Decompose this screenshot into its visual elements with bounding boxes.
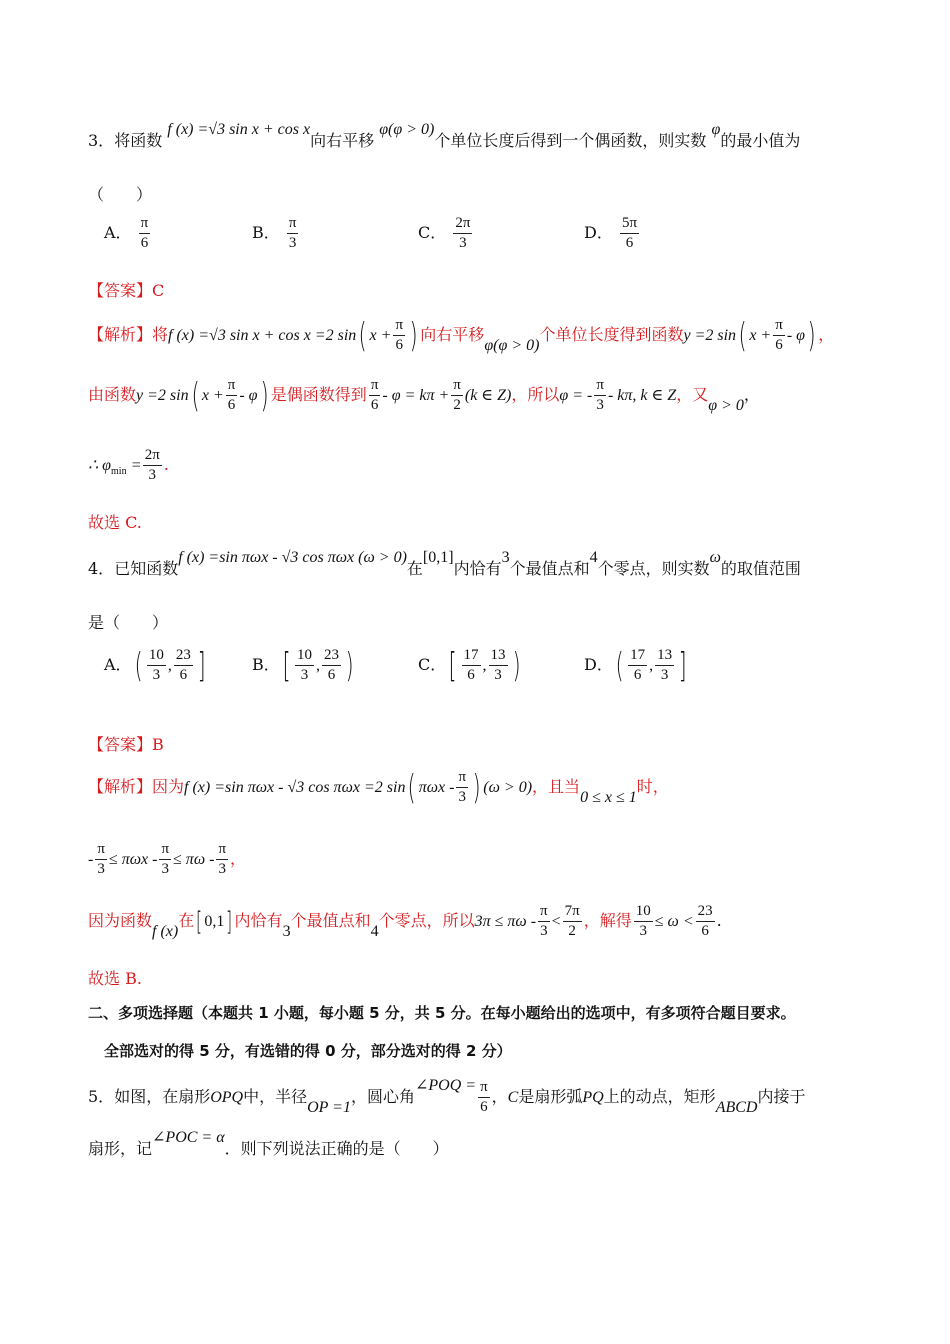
section-heading: 二、多项选择题（本题共 1 小题，每小题 5 分，共 5 分。在每小题给出的选项中，有多项符合题目要求。 xyxy=(88,1004,796,1022)
q4-analysis-line-2: - $\frac{\pi}{3}$ ≤ πωx - $\frac{\pi}{3}$ ≤ πω - $\frac{\pi}{3}$ ， xyxy=(88,841,247,877)
fraction: $\frac{\pi}{3}$ xyxy=(540,903,548,939)
fraction: $\frac{\pi}{6}$ xyxy=(140,215,149,251)
math-expression: f (x) =√3 sin x + cos x xyxy=(167,121,311,138)
math-expression: f (x) =sin πωx - √3 cos πωx (ω > 0) xyxy=(178,549,407,566)
fraction: $\frac{5\pi}{6}$ xyxy=(621,215,638,251)
q3-analysis-line-3: ∴ $\varphi_{min}$ = $\frac{2\pi}{3}$ . xyxy=(88,447,169,483)
q3-option-d[interactable]: D． $\frac{5\pi}{6}$ xyxy=(584,215,638,251)
q3-stem: 3．将函数 f (x) =√3 sin x + cos x向右平移 φ(φ > 0)个单位长度后得到一个偶函数，则实数 φ的最小值为 xyxy=(88,121,801,150)
q4-paren-line: 是（ ） xyxy=(88,613,169,632)
question-number: 5． xyxy=(88,1087,115,1106)
q3-paren: （ ） xyxy=(88,185,153,204)
q3-answer: 【答案】C xyxy=(88,281,165,300)
fraction: $\frac{\pi}{6}$ xyxy=(775,317,783,353)
q4-option-d[interactable]: D．( $\frac{17}{6}$ , $\frac{13}{3}$ ] xyxy=(584,645,687,686)
q4-answer: 【答案】B xyxy=(88,735,164,754)
q5-stem-line-1: 5．如图，在扇形OPQ中，半径OP =1，圆心角∠POQ = $\frac{\pi}{6}$ ，C是扇形弧PQ上的动点，矩形ABCD内接于 xyxy=(88,1077,806,1116)
fraction: $\frac{\pi}{3}$ xyxy=(97,841,105,877)
section-subheading: 全部选对的得 5 分，有选错的得 0 分，部分选对的得 2 分） xyxy=(104,1042,512,1060)
fraction: $\frac{10}{3}$ xyxy=(297,647,313,683)
fraction: $\frac{2\pi}{3}$ xyxy=(144,447,160,483)
q4-analysis-line-3: 因为函数f (x)在[ 0,1] 内恰有3个最值点和4个零点，所以3π ≤ πω - $\frac{\pi}{3}$ < $\frac{7\pi}{2}$ ，解得 $\frac{10}{3}$ ≤ ω < $\frac{23}{6}$ . xyxy=(88,903,722,940)
math-expression: φ(φ > 0) xyxy=(379,121,435,138)
fraction: $\frac{\pi}{3}$ xyxy=(458,769,467,805)
fraction: $\frac{\pi}{2}$ xyxy=(453,377,461,413)
q4-conclusion: 故选 B. xyxy=(88,969,142,988)
fraction: $\frac{17}{6}$ xyxy=(463,647,479,683)
fraction: $\frac{23}{6}$ xyxy=(697,903,713,939)
q3-conclusion: 故选 C. xyxy=(88,513,142,532)
fraction: $\frac{2\pi}{3}$ xyxy=(455,215,471,251)
fraction: $\frac{10}{3}$ xyxy=(148,647,164,683)
fraction: $\frac{13}{3}$ xyxy=(490,647,506,683)
q4-option-c[interactable]: C．[ $\frac{17}{6}$ , $\frac{13}{3}$ ) xyxy=(418,645,521,686)
question-number: 3． xyxy=(88,131,115,150)
fraction: $\frac{10}{3}$ xyxy=(635,903,651,939)
q3-analysis-line-1: 【解析】将f (x) =√3 sin x + cos x =2 sin( x + $\frac{\pi}{6}$ ) 向右平移φ(φ > 0)个单位长度得到函数y =2 sin( x + $\frac{\pi}{6}$ - φ) ， xyxy=(88,315,835,356)
fraction: $\frac{13}{3}$ xyxy=(657,647,673,683)
q3-analysis-line-2: 由函数y =2 sin( x + $\frac{\pi}{6}$ - φ) 是偶函数得到 $\frac{\pi}{6}$ - φ = kπ + $\frac{\pi}{2}$ (k ∈ Z)，所以φ = - $\frac{\pi}{3}$ - kπ, k ∈ Z，又φ > 0， xyxy=(88,375,760,416)
fraction: $\frac{\pi}{3}$ xyxy=(161,841,170,877)
q3-option-c[interactable]: C． $\frac{2\pi}{3}$ xyxy=(418,215,471,251)
fraction: $\frac{23}{6}$ xyxy=(324,647,340,683)
q4-option-a[interactable]: A．( $\frac{10}{3}$ , $\frac{23}{6}$ ] xyxy=(104,645,206,686)
q4-analysis-line-1: 【解析】因为f (x) =sin πωx - √3 cos πωx =2 sin( πωx - $\frac{\pi}{3}$ ) (ω > 0)，且当0 ≤ x ≤ 1时， xyxy=(88,767,669,808)
fraction: $\frac{\pi}{6}$ xyxy=(395,317,404,353)
fraction: $\frac{\pi}{3}$ xyxy=(218,841,227,877)
fraction: $\frac{\pi}{3}$ xyxy=(596,377,604,413)
q3-option-b[interactable]: B． $\frac{\pi}{3}$ xyxy=(252,215,297,251)
fraction: $\frac{7\pi}{2}$ xyxy=(564,903,580,939)
fraction: $\frac{17}{6}$ xyxy=(630,647,646,683)
fraction: $\frac{\pi}{6}$ xyxy=(227,377,236,413)
math-variable: φ xyxy=(711,121,721,138)
fraction: $\frac{23}{6}$ xyxy=(175,647,191,683)
q3-option-a[interactable]: A． $\frac{\pi}{6}$ xyxy=(104,215,149,251)
fraction: $\frac{\pi}{6}$ xyxy=(370,377,379,413)
question-number: 4． xyxy=(88,559,115,578)
fraction: $\frac{\pi}{6}$ xyxy=(480,1079,488,1115)
q4-stem: 4．已知函数f (x) =sin πωx - √3 cos πωx (ω > 0)在[0,1]内恰有3个最值点和4个零点，则实数ω的取值范围 xyxy=(88,549,801,578)
q5-stem-line-2: 扇形，记∠POC = α．则下列说法正确的是（ ） xyxy=(88,1129,449,1158)
q4-option-b[interactable]: B．[ $\frac{10}{3}$ , $\frac{23}{6}$ ) xyxy=(252,645,354,686)
fraction: $\frac{\pi}{3}$ xyxy=(288,215,297,251)
